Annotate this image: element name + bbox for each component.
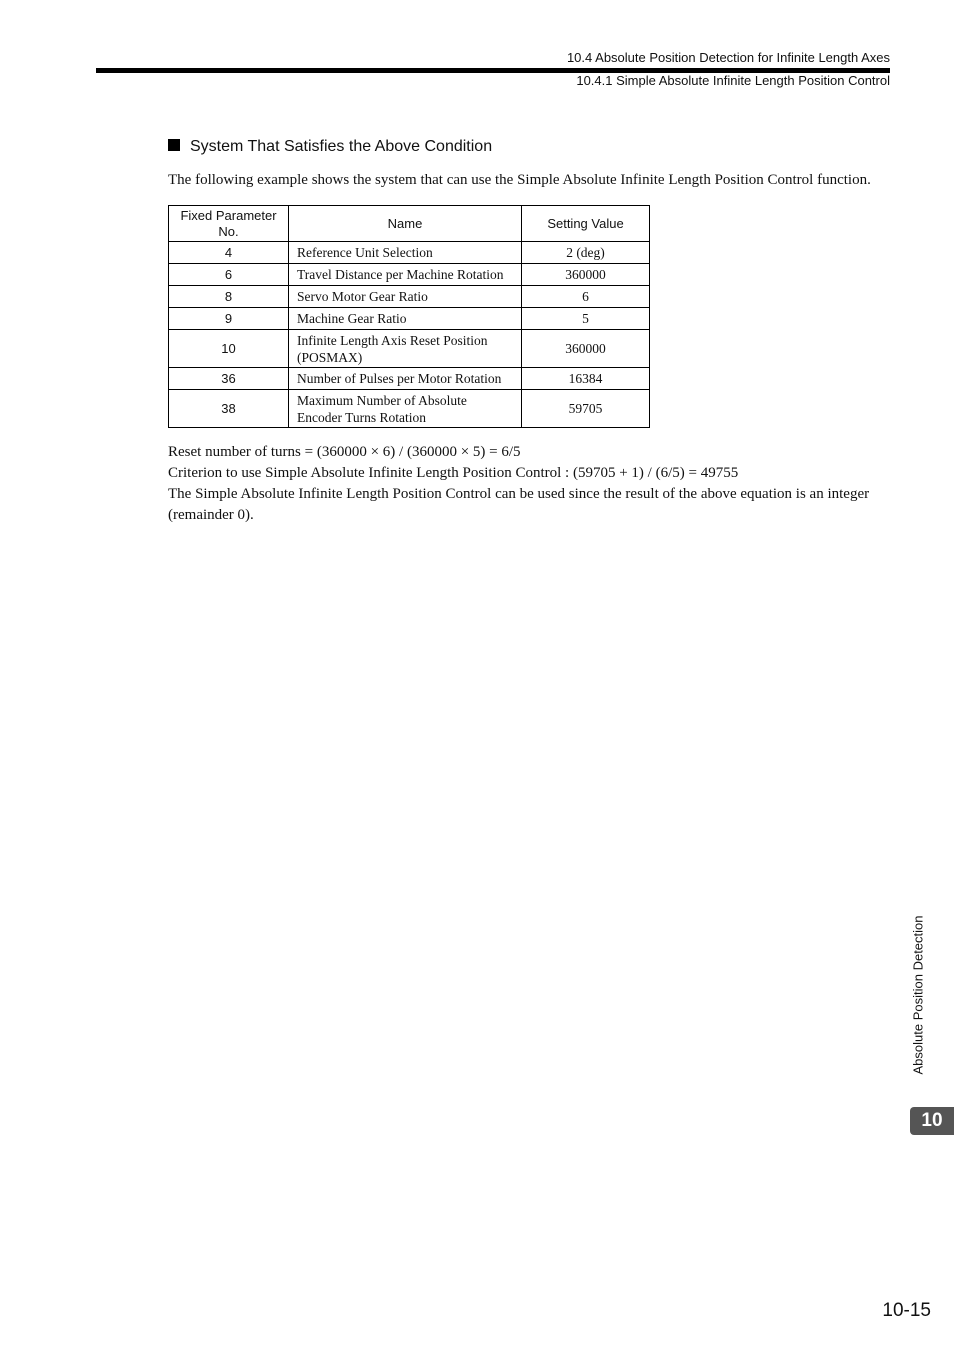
header-section-title: 10.4 Absolute Position Detection for Infinite Length Axes — [566, 50, 890, 65]
reset-turns-equation: Reset number of turns = (360000 × 6) / (360000 × 5) = 6/5 — [168, 444, 521, 460]
header-setting-value: Setting Value — [522, 206, 650, 242]
param-name: Number of Pulses per Motor Rotation — [289, 368, 522, 390]
param-no: 10 — [169, 330, 289, 368]
table-row — [169, 286, 650, 308]
calculation-block — [168, 442, 898, 526]
param-name: Travel Distance per Machine Rotation — [289, 264, 522, 286]
parameter-table — [168, 205, 650, 428]
chapter-tab: 10 — [910, 1107, 954, 1135]
square-bullet-icon — [168, 139, 180, 151]
chapter-side-label: Absolute Position Detection — [910, 915, 926, 1075]
table-row — [169, 264, 650, 286]
param-value: 360000 — [522, 264, 650, 286]
section-heading — [168, 138, 492, 156]
table-row — [169, 368, 650, 390]
param-name: Infinite Length Axis Reset Position (POSMAX) — [289, 330, 522, 368]
header-subsection-title: 10.4.1 Simple Absolute Infinite Length Position Control — [576, 73, 890, 88]
table-header-row — [169, 206, 650, 242]
param-name: Reference Unit Selection — [289, 242, 522, 264]
param-value: 16384 — [522, 368, 650, 390]
intro-paragraph: The following example shows the system that can use the Simple Absolute Infinite Length Position Control function. — [168, 172, 871, 188]
section-heading-text: System That Satisfies the Above Condition — [190, 138, 493, 155]
param-value: 59705 — [522, 390, 650, 428]
param-name: Maximum Number of Absolute Encoder Turns Rotation — [289, 390, 522, 428]
param-no: 8 — [169, 286, 289, 308]
param-no: 4 — [169, 242, 289, 264]
param-name: Machine Gear Ratio — [289, 308, 522, 330]
header-name: Name — [289, 206, 522, 242]
page-number: 10-15 — [882, 1300, 931, 1321]
param-value: 6 — [522, 286, 650, 308]
criterion-equation: Criterion to use Simple Absolute Infinite Length Position Control : (59705 + 1) / (6/5) = 49755 — [168, 465, 739, 481]
table-row — [169, 330, 650, 368]
param-value: 360000 — [522, 330, 650, 368]
table-row — [169, 308, 650, 330]
param-name: Servo Motor Gear Ratio — [289, 286, 522, 308]
param-no: 38 — [169, 390, 289, 428]
header-fixed-parameter-no: Fixed Parameter No. — [169, 206, 289, 242]
table-row — [169, 242, 650, 264]
param-no: 6 — [169, 264, 289, 286]
param-value: 2 (deg) — [522, 242, 650, 264]
table-row — [169, 390, 650, 428]
conclusion-text: The Simple Absolute Infinite Length Position Control can be used since the result of the above equation is an integer (remainder 0). — [168, 486, 870, 523]
param-no: 9 — [169, 308, 289, 330]
param-no: 36 — [169, 368, 289, 390]
param-value: 5 — [522, 308, 650, 330]
